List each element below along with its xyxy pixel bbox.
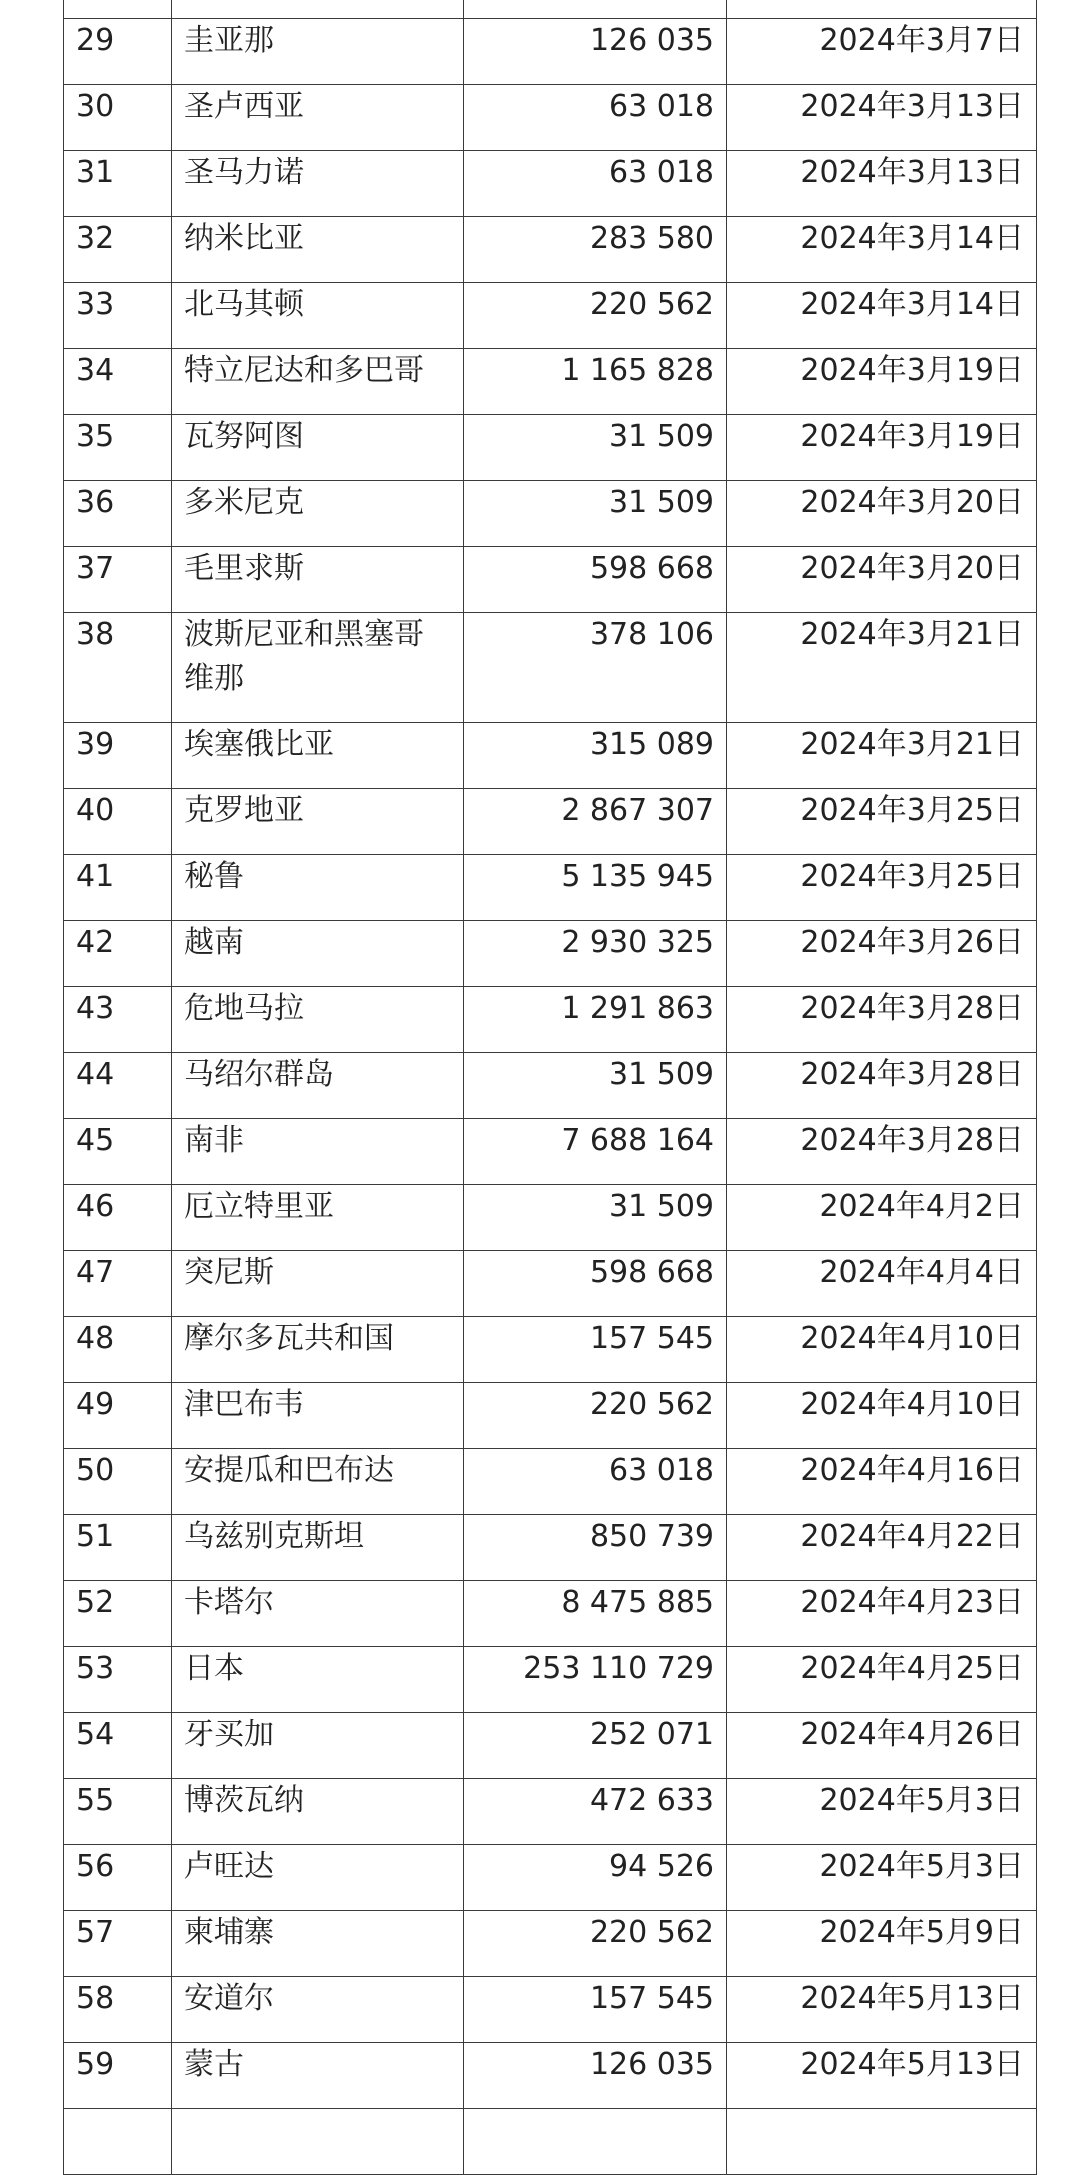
payment-date: 2024年4月23日 <box>727 1581 1037 1647</box>
table-row <box>64 217 1037 283</box>
row-number: 36 <box>64 481 172 547</box>
amount-value: 472 633 <box>464 1779 727 1845</box>
amount-value: 253 110 729 <box>464 1647 727 1713</box>
payment-date: 2024年5月9日 <box>727 1911 1037 1977</box>
table-row <box>64 1779 1037 1845</box>
payment-date: 2024年5月3日 <box>727 1845 1037 1911</box>
amount-value: 63 018 <box>464 1449 727 1515</box>
row-number: 45 <box>64 1119 172 1185</box>
table-row <box>64 547 1037 613</box>
payment-date: 2024年5月13日 <box>727 1977 1037 2043</box>
row-number: 50 <box>64 1449 172 1515</box>
table-row-partial-bottom <box>64 2109 1037 2175</box>
payment-date: 2024年3月14日 <box>727 217 1037 283</box>
row-number: 40 <box>64 789 172 855</box>
country-name: 卡塔尔 <box>172 1581 464 1647</box>
row-number: 38 <box>64 613 172 723</box>
amount-value: 31 509 <box>464 1053 727 1119</box>
payment-date: 2024年4月10日 <box>727 1383 1037 1449</box>
country-name: 日本 <box>172 1647 464 1713</box>
country-name: 卢旺达 <box>172 1845 464 1911</box>
country-name: 南非 <box>172 1119 464 1185</box>
table-row <box>64 921 1037 987</box>
table-row <box>64 723 1037 789</box>
row-number: 43 <box>64 987 172 1053</box>
country-name: 安提瓜和巴布达 <box>172 1449 464 1515</box>
country-name: 柬埔寨 <box>172 1911 464 1977</box>
cell-empty <box>464 0 727 19</box>
row-number: 54 <box>64 1713 172 1779</box>
table-row <box>64 1119 1037 1185</box>
amount-value: 283 580 <box>464 217 727 283</box>
cell-empty <box>172 0 464 19</box>
row-number: 37 <box>64 547 172 613</box>
amount-value: 126 035 <box>464 19 727 85</box>
row-number: 41 <box>64 855 172 921</box>
amount-value: 2 867 307 <box>464 789 727 855</box>
table-row <box>64 481 1037 547</box>
table-row-partial-top <box>64 0 1037 19</box>
amount-value: 31 509 <box>464 415 727 481</box>
payment-date: 2024年3月25日 <box>727 855 1037 921</box>
country-name: 津巴布韦 <box>172 1383 464 1449</box>
payment-date: 2024年3月21日 <box>727 723 1037 789</box>
row-number: 55 <box>64 1779 172 1845</box>
row-number: 35 <box>64 415 172 481</box>
payment-date: 2024年3月13日 <box>727 85 1037 151</box>
row-number: 56 <box>64 1845 172 1911</box>
amount-value: 598 668 <box>464 547 727 613</box>
row-number: 39 <box>64 723 172 789</box>
country-name: 埃塞俄比亚 <box>172 723 464 789</box>
country-name: 圣马力诺 <box>172 151 464 217</box>
country-name: 博茨瓦纳 <box>172 1779 464 1845</box>
amount-value: 157 545 <box>464 1317 727 1383</box>
payment-date: 2024年3月19日 <box>727 415 1037 481</box>
row-number: 57 <box>64 1911 172 1977</box>
row-number: 44 <box>64 1053 172 1119</box>
amount-value: 2 930 325 <box>464 921 727 987</box>
payment-date: 2024年4月16日 <box>727 1449 1037 1515</box>
country-name: 秘鲁 <box>172 855 464 921</box>
payment-date: 2024年3月25日 <box>727 789 1037 855</box>
row-number: 59 <box>64 2043 172 2109</box>
country-name: 圭亚那 <box>172 19 464 85</box>
amount-value: 378 106 <box>464 613 727 723</box>
country-name: 波斯尼亚和黑塞哥维那 <box>172 613 464 723</box>
country-name: 突尼斯 <box>172 1251 464 1317</box>
cell-empty <box>64 2109 172 2175</box>
table-row <box>64 283 1037 349</box>
row-number: 48 <box>64 1317 172 1383</box>
cell-empty <box>64 0 172 19</box>
amount-value: 1 291 863 <box>464 987 727 1053</box>
table-row <box>64 1911 1037 1977</box>
amount-value: 8 475 885 <box>464 1581 727 1647</box>
table-row <box>64 1647 1037 1713</box>
payment-date: 2024年3月28日 <box>727 1053 1037 1119</box>
row-number: 31 <box>64 151 172 217</box>
row-number: 34 <box>64 349 172 415</box>
payment-date: 2024年5月3日 <box>727 1779 1037 1845</box>
row-number: 33 <box>64 283 172 349</box>
amount-value: 252 071 <box>464 1713 727 1779</box>
payment-date: 2024年4月10日 <box>727 1317 1037 1383</box>
row-number: 46 <box>64 1185 172 1251</box>
payment-date: 2024年4月22日 <box>727 1515 1037 1581</box>
country-name: 厄立特里亚 <box>172 1185 464 1251</box>
table-row <box>64 1449 1037 1515</box>
payment-date: 2024年4月2日 <box>727 1185 1037 1251</box>
country-name: 毛里求斯 <box>172 547 464 613</box>
amount-value: 63 018 <box>464 151 727 217</box>
amount-value: 315 089 <box>464 723 727 789</box>
table-body <box>64 0 1037 2175</box>
row-number: 53 <box>64 1647 172 1713</box>
amount-value: 31 509 <box>464 481 727 547</box>
payment-date: 2024年3月14日 <box>727 283 1037 349</box>
amount-value: 31 509 <box>464 1185 727 1251</box>
payment-date: 2024年3月19日 <box>727 349 1037 415</box>
table-row <box>64 789 1037 855</box>
table-row <box>64 1845 1037 1911</box>
table-row <box>64 1053 1037 1119</box>
row-number: 49 <box>64 1383 172 1449</box>
payment-date: 2024年3月28日 <box>727 987 1037 1053</box>
payment-date: 2024年5月13日 <box>727 2043 1037 2109</box>
table-row <box>64 1713 1037 1779</box>
row-number: 58 <box>64 1977 172 2043</box>
payment-date: 2024年3月20日 <box>727 547 1037 613</box>
table-row <box>64 855 1037 921</box>
amount-value: 63 018 <box>464 85 727 151</box>
country-name: 多米尼克 <box>172 481 464 547</box>
country-name: 圣卢西亚 <box>172 85 464 151</box>
country-name: 牙买加 <box>172 1713 464 1779</box>
table-row <box>64 415 1037 481</box>
row-number: 52 <box>64 1581 172 1647</box>
table-row <box>64 1185 1037 1251</box>
table-row <box>64 1383 1037 1449</box>
cell-empty <box>727 2109 1037 2175</box>
table-row <box>64 613 1037 723</box>
row-number: 32 <box>64 217 172 283</box>
cell-empty <box>727 0 1037 19</box>
table-row <box>64 19 1037 85</box>
table-row <box>64 1251 1037 1317</box>
payment-date: 2024年3月20日 <box>727 481 1037 547</box>
payment-date: 2024年4月4日 <box>727 1251 1037 1317</box>
payment-date: 2024年4月26日 <box>727 1713 1037 1779</box>
amount-value: 850 739 <box>464 1515 727 1581</box>
country-name: 特立尼达和多巴哥 <box>172 349 464 415</box>
payment-date: 2024年3月7日 <box>727 19 1037 85</box>
amount-value: 5 135 945 <box>464 855 727 921</box>
payment-date: 2024年3月13日 <box>727 151 1037 217</box>
cell-empty <box>172 2109 464 2175</box>
amount-value: 598 668 <box>464 1251 727 1317</box>
payment-date: 2024年3月26日 <box>727 921 1037 987</box>
country-name: 安道尔 <box>172 1977 464 2043</box>
amount-value: 126 035 <box>464 2043 727 2109</box>
table-row <box>64 151 1037 217</box>
cell-empty <box>464 2109 727 2175</box>
table-row <box>64 2043 1037 2109</box>
payment-date: 2024年4月25日 <box>727 1647 1037 1713</box>
row-number: 51 <box>64 1515 172 1581</box>
amount-value: 220 562 <box>464 1911 727 1977</box>
payments-table <box>63 0 1037 2175</box>
table-row <box>64 85 1037 151</box>
row-number: 47 <box>64 1251 172 1317</box>
country-name: 瓦努阿图 <box>172 415 464 481</box>
payment-date: 2024年3月28日 <box>727 1119 1037 1185</box>
amount-value: 94 526 <box>464 1845 727 1911</box>
table-row <box>64 1581 1037 1647</box>
country-name: 危地马拉 <box>172 987 464 1053</box>
table-row <box>64 1977 1037 2043</box>
row-number: 30 <box>64 85 172 151</box>
country-name: 越南 <box>172 921 464 987</box>
payment-date: 2024年3月21日 <box>727 613 1037 723</box>
country-name: 马绍尔群岛 <box>172 1053 464 1119</box>
country-name: 克罗地亚 <box>172 789 464 855</box>
table-row <box>64 1515 1037 1581</box>
country-name: 乌兹别克斯坦 <box>172 1515 464 1581</box>
amount-value: 220 562 <box>464 283 727 349</box>
table-row <box>64 349 1037 415</box>
country-name: 纳米比亚 <box>172 217 464 283</box>
amount-value: 7 688 164 <box>464 1119 727 1185</box>
country-name: 北马其顿 <box>172 283 464 349</box>
amount-value: 220 562 <box>464 1383 727 1449</box>
row-number: 42 <box>64 921 172 987</box>
table-row <box>64 1317 1037 1383</box>
table-row <box>64 987 1037 1053</box>
country-name: 蒙古 <box>172 2043 464 2109</box>
row-number: 29 <box>64 19 172 85</box>
amount-value: 157 545 <box>464 1977 727 2043</box>
amount-value: 1 165 828 <box>464 349 727 415</box>
country-name: 摩尔多瓦共和国 <box>172 1317 464 1383</box>
